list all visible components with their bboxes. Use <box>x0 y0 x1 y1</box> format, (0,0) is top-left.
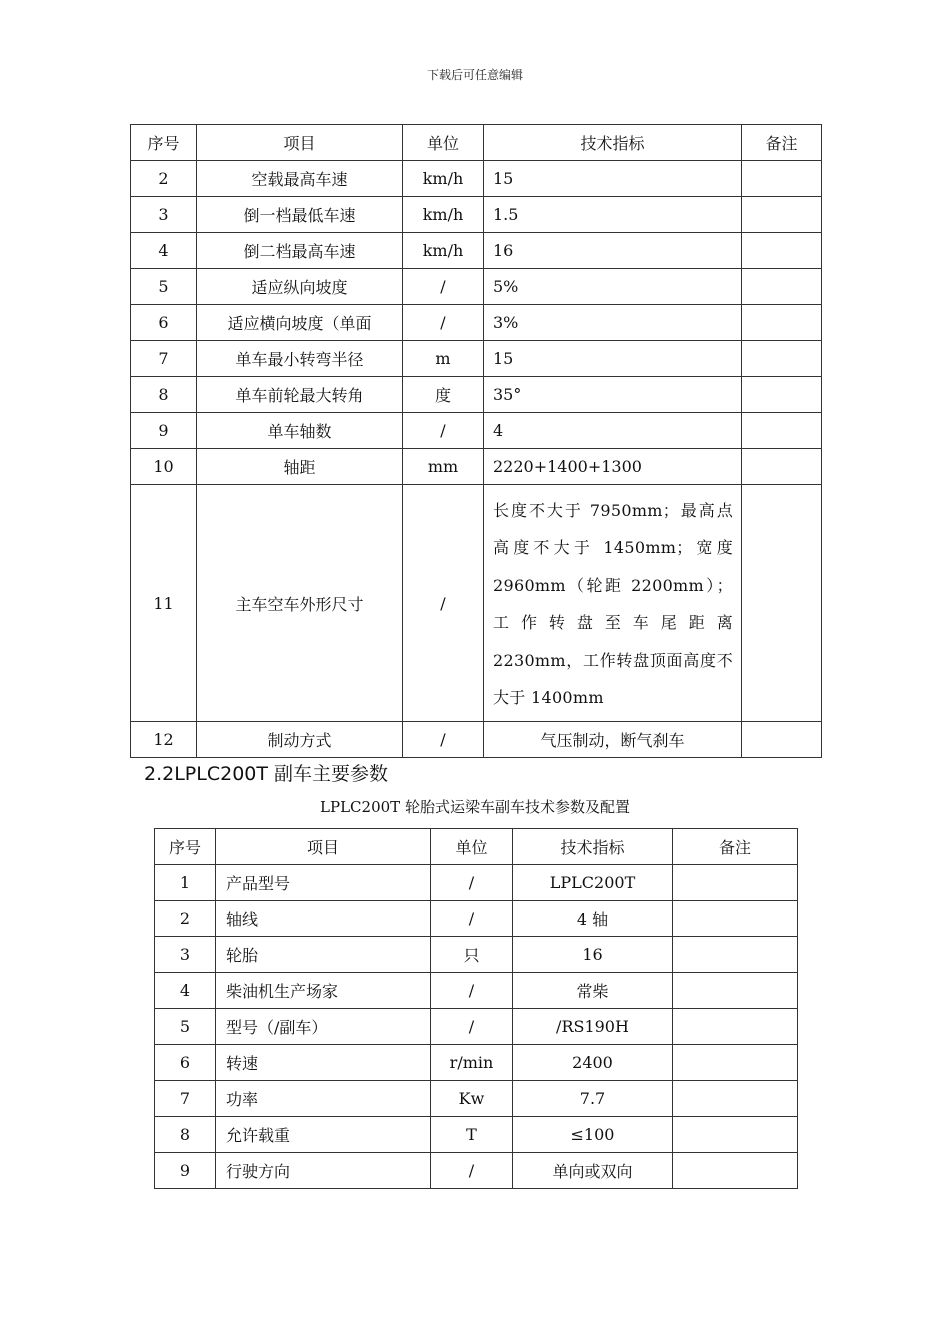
cell-no: 4 <box>155 973 216 1009</box>
cell-unit: 度 <box>403 377 484 413</box>
cell-note <box>673 937 798 973</box>
cell-no: 4 <box>131 233 197 269</box>
cell-unit: mm <box>403 449 484 485</box>
cell-spec: 3% <box>484 305 742 341</box>
table-row <box>155 1081 798 1117</box>
table-row <box>155 865 798 901</box>
cell-spec: 7.7 <box>513 1081 673 1117</box>
cell-note <box>673 973 798 1009</box>
header-spec: 技术指标 <box>513 829 673 865</box>
cell-spec: 4 <box>484 413 742 449</box>
table-row <box>131 341 822 377</box>
table-row <box>131 377 822 413</box>
cell-item: 允许载重 <box>216 1117 431 1153</box>
table-row <box>131 449 822 485</box>
table-caption: LPLC200T 轮胎式运梁车副车技术参数及配置 <box>320 798 630 816</box>
cell-no: 9 <box>155 1153 216 1189</box>
cell-spec: 单向或双向 <box>513 1153 673 1189</box>
cell-note <box>742 161 822 197</box>
header-note: 备注 <box>673 829 798 865</box>
cell-item: 行驶方向 <box>216 1153 431 1189</box>
cell-note <box>673 1081 798 1117</box>
header-unit: 单位 <box>431 829 513 865</box>
cell-spec: 16 <box>484 233 742 269</box>
cell-spec: 15 <box>484 161 742 197</box>
cell-unit: / <box>403 413 484 449</box>
table-row <box>131 722 822 758</box>
table-row <box>131 161 822 197</box>
cell-note <box>673 901 798 937</box>
cell-no: 6 <box>131 305 197 341</box>
table-header-row <box>155 829 798 865</box>
cell-item: 适应纵向坡度 <box>197 269 403 305</box>
cell-unit: / <box>431 865 513 901</box>
cell-unit: / <box>403 269 484 305</box>
cell-no: 7 <box>131 341 197 377</box>
cell-no: 2 <box>155 901 216 937</box>
cell-item: 产品型号 <box>216 865 431 901</box>
cell-no: 11 <box>131 485 197 722</box>
cell-no: 9 <box>131 413 197 449</box>
cell-no: 5 <box>155 1009 216 1045</box>
cell-spec: 15 <box>484 341 742 377</box>
cell-unit: km/h <box>403 197 484 233</box>
cell-item: 型号（/副车） <box>216 1009 431 1045</box>
cell-unit: / <box>403 485 484 722</box>
section-heading: 2.2LPLC200T 副车主要参数 <box>144 763 389 785</box>
cell-no: 1 <box>155 865 216 901</box>
cell-unit: T <box>431 1117 513 1153</box>
header-spec: 技术指标 <box>484 125 742 161</box>
cell-unit: / <box>403 722 484 758</box>
cell-item: 功率 <box>216 1081 431 1117</box>
cell-no: 3 <box>131 197 197 233</box>
cell-spec: 2400 <box>513 1045 673 1081</box>
table-row <box>131 233 822 269</box>
cell-unit: r/min <box>431 1045 513 1081</box>
header-no: 序号 <box>155 829 216 865</box>
cell-unit: / <box>403 305 484 341</box>
cell-item: 适应横向坡度（单面 <box>197 305 403 341</box>
cell-note <box>742 413 822 449</box>
cell-note <box>742 449 822 485</box>
cell-note <box>673 1117 798 1153</box>
cell-no: 7 <box>155 1081 216 1117</box>
table-row <box>155 1009 798 1045</box>
cell-item: 转速 <box>216 1045 431 1081</box>
table-row <box>155 937 798 973</box>
cell-spec: 气压制动，断气刹车 <box>484 722 742 758</box>
cell-no: 3 <box>155 937 216 973</box>
cell-spec: 1.5 <box>484 197 742 233</box>
cell-item: 轴线 <box>216 901 431 937</box>
cell-unit: km/h <box>403 233 484 269</box>
trailer-params-table <box>154 828 798 1189</box>
cell-no: 6 <box>155 1045 216 1081</box>
cell-unit: / <box>431 901 513 937</box>
table-row <box>131 413 822 449</box>
cell-note <box>673 1009 798 1045</box>
table-row <box>131 305 822 341</box>
table-row <box>155 1117 798 1153</box>
cell-item: 单车轴数 <box>197 413 403 449</box>
table-row <box>155 1153 798 1189</box>
cell-note <box>673 1045 798 1081</box>
cell-unit: km/h <box>403 161 484 197</box>
cell-note <box>742 341 822 377</box>
cell-item: 单车最小转弯半径 <box>197 341 403 377</box>
cell-no: 10 <box>131 449 197 485</box>
cell-spec-dimensions: 长度不大于 7950mm；最高点高度不大于 1450mm；宽度 2960mm（轮距 2200mm）；工作转盘至车尾距离 2230mm，工作转盘顶面高度不大于 1400mm <box>484 485 742 722</box>
cell-note <box>742 269 822 305</box>
page-header-note: 下载后可任意编辑 <box>426 68 523 82</box>
cell-no: 12 <box>131 722 197 758</box>
header-note: 备注 <box>742 125 822 161</box>
cell-note <box>742 722 822 758</box>
cell-spec: /RS190H <box>513 1009 673 1045</box>
main-vehicle-params-table <box>130 124 822 758</box>
cell-unit: / <box>431 973 513 1009</box>
cell-note <box>742 305 822 341</box>
cell-spec: 4 轴 <box>513 901 673 937</box>
cell-unit: 只 <box>431 937 513 973</box>
table-row <box>131 485 822 722</box>
cell-spec: 16 <box>513 937 673 973</box>
table-row <box>155 901 798 937</box>
header-item: 项目 <box>216 829 431 865</box>
cell-spec: 35° <box>484 377 742 413</box>
cell-spec: ≤100 <box>513 1117 673 1153</box>
cell-spec: 2220+1400+1300 <box>484 449 742 485</box>
cell-unit: / <box>431 1009 513 1045</box>
cell-item: 柴油机生产场家 <box>216 973 431 1009</box>
table-row <box>155 973 798 1009</box>
cell-item: 轮胎 <box>216 937 431 973</box>
cell-no: 8 <box>155 1117 216 1153</box>
table-header-row <box>131 125 822 161</box>
header-item: 项目 <box>197 125 403 161</box>
header-no: 序号 <box>131 125 197 161</box>
cell-unit: m <box>403 341 484 377</box>
cell-unit: Kw <box>431 1081 513 1117</box>
cell-spec: LPLC200T <box>513 865 673 901</box>
cell-note <box>673 865 798 901</box>
cell-note <box>673 1153 798 1189</box>
cell-spec: 5% <box>484 269 742 305</box>
cell-unit: / <box>431 1153 513 1189</box>
table-row <box>131 269 822 305</box>
header-unit: 单位 <box>403 125 484 161</box>
cell-spec: 常柴 <box>513 973 673 1009</box>
cell-note <box>742 197 822 233</box>
cell-no: 2 <box>131 161 197 197</box>
cell-note <box>742 233 822 269</box>
cell-item: 倒一档最低车速 <box>197 197 403 233</box>
table-row <box>131 197 822 233</box>
cell-no: 8 <box>131 377 197 413</box>
cell-item: 轴距 <box>197 449 403 485</box>
cell-no: 5 <box>131 269 197 305</box>
table-row <box>155 1045 798 1081</box>
cell-item: 倒二档最高车速 <box>197 233 403 269</box>
cell-note <box>742 377 822 413</box>
cell-item: 空载最高车速 <box>197 161 403 197</box>
cell-item: 制动方式 <box>197 722 403 758</box>
cell-item: 单车前轮最大转角 <box>197 377 403 413</box>
cell-note <box>742 485 822 722</box>
cell-item: 主车空车外形尺寸 <box>197 485 403 722</box>
